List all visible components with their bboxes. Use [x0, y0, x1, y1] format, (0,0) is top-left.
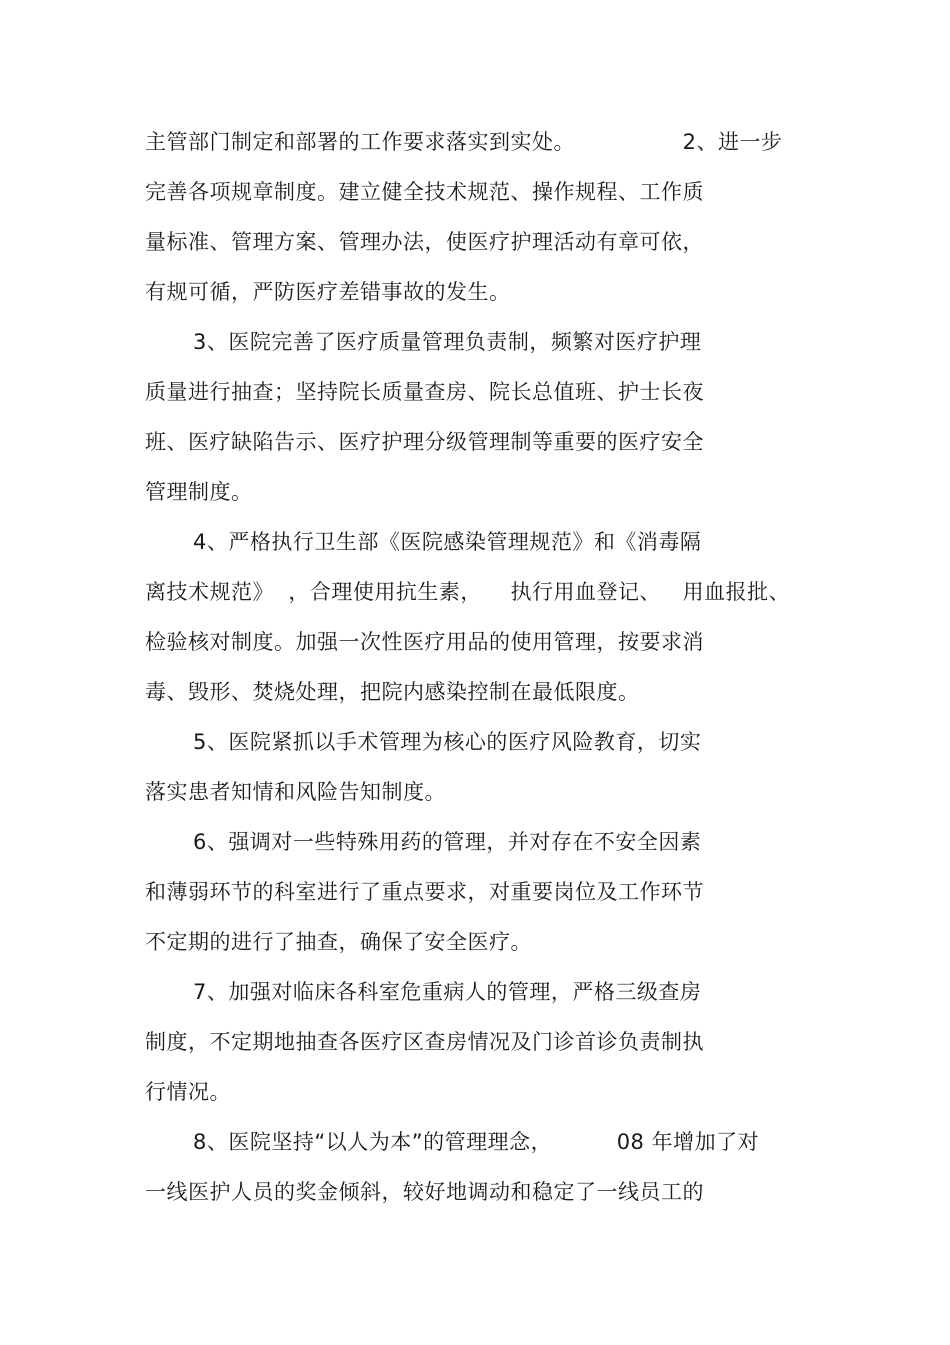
text-line: 5、医院紧抓以手术管理为核心的医疗风险教育，切实: [193, 730, 702, 754]
text-line: 7、加强对临床各科室危重病人的管理，严格三级查房: [193, 980, 702, 1004]
text-line: 有规可循，严防医疗差错事故的发生。: [145, 280, 511, 304]
text-line: 行情况。: [145, 1080, 231, 1104]
text-line: 6、强调对一些特殊用药的管理，并对存在不安全因素: [193, 830, 702, 854]
text-line: 班、医疗缺陷告示、医疗护理分级管理制等重要的医疗安全: [145, 430, 704, 454]
text-line: 毒、毁形、焚烧处理，把院内感染控制在最低限度。: [145, 680, 640, 704]
text-line: 量标准、管理方案、管理办法，使医疗护理活动有章可依，: [145, 230, 704, 254]
text-line: 制度，不定期地抽查各医疗区查房情况及门诊首诊负责制执: [145, 1030, 704, 1054]
text-line: 4、严格执行卫生部《医院感染管理规范》和《消毒隔: [193, 530, 702, 554]
text-line: 3、医院完善了医疗质量管理负责制，频繁对医疗护理: [193, 330, 702, 354]
text-line: 一线医护人员的奖金倾斜，较好地调动和稳定了一线员工的: [145, 1180, 704, 1204]
text-line: 完善各项规章制度。建立健全技术规范、操作规程、工作质: [145, 180, 704, 204]
text-line: 8、医院坚持“以人为本”的管理理念， 08 年增加了对: [193, 1130, 760, 1154]
text-line: 质量进行抽查；坚持院长质量查房、院长总值班、护士长夜: [145, 380, 704, 404]
text-line: 不定期的进行了抽查，确保了安全医疗。: [145, 930, 532, 954]
text-line: 落实患者知情和风险告知制度。: [145, 780, 446, 804]
text-line: 和薄弱环节的科室进行了重点要求，对重要岗位及工作环节: [145, 880, 704, 904]
text-line: 主管部门制定和部署的工作要求落实到实处。 2、进一步: [145, 130, 783, 154]
text-line: 管理制度。: [145, 480, 253, 504]
text-line: 离技术规范》 ，合理使用抗生素， 执行用血登记、 用血报批、: [145, 580, 791, 604]
text-line: 检验核对制度。加强一次性医疗用品的使用管理，按要求消: [145, 630, 704, 654]
